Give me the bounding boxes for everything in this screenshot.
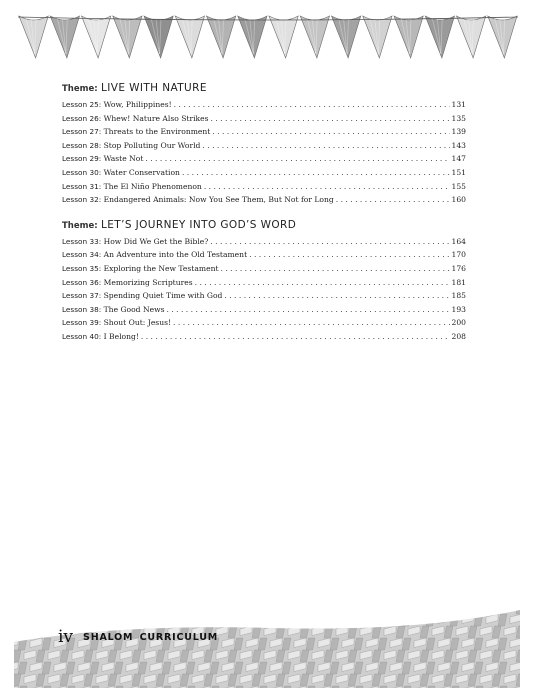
toc-row[interactable] — [62, 168, 466, 182]
weave-strand — [228, 602, 237, 614]
bunting-flag — [394, 16, 423, 58]
bunting-flag — [82, 16, 111, 58]
dot-leader — [141, 332, 450, 341]
toc-row[interactable] — [62, 264, 466, 278]
bunting-flag — [175, 16, 204, 58]
weave-strand — [216, 602, 228, 612]
weave-strand — [432, 602, 444, 612]
weave-strand — [366, 614, 378, 624]
dot-leader — [336, 195, 450, 204]
weave-strand — [156, 602, 165, 614]
weave-strand — [264, 602, 276, 612]
lesson-label — [62, 332, 139, 341]
weave-strand — [240, 602, 252, 612]
weave-strand — [390, 614, 402, 624]
weave-strand — [24, 602, 36, 612]
weave-strand — [492, 602, 501, 614]
weave-strand — [528, 602, 536, 612]
weave-strand — [372, 602, 381, 614]
theme-name: LET’S JOURNEY INTO GOD’S WORD — [100, 218, 297, 231]
page-footer — [58, 616, 218, 646]
lesson-number: Lesson 25: — [62, 100, 102, 109]
table-of-contents — [62, 82, 466, 356]
lesson-number: Lesson 40: — [62, 331, 102, 341]
lesson-title: Waste Not — [103, 154, 144, 164]
weave-strand — [60, 602, 69, 614]
bunting-flag — [425, 16, 454, 58]
weave-strand — [288, 602, 300, 612]
lesson-title: Wow, Philippines! — [103, 100, 172, 109]
lesson-label — [62, 182, 202, 191]
weave-strand — [396, 602, 405, 614]
lesson-list — [62, 100, 466, 209]
lesson-number: Lesson 26: — [62, 113, 102, 123]
toc-row[interactable] — [62, 141, 466, 155]
lesson-title: Memorizing Scriptures — [103, 277, 193, 287]
lesson-label — [62, 305, 165, 314]
weave-strand — [204, 602, 213, 614]
weave-strand — [0, 662, 3, 674]
theme-section-nature — [62, 82, 466, 209]
curriculum-name — [83, 628, 218, 646]
weave-strand — [378, 614, 387, 626]
toc-row[interactable] — [62, 250, 466, 264]
toc-row[interactable] — [62, 291, 466, 305]
dot-leader — [195, 278, 450, 287]
bunting-flag — [207, 16, 236, 58]
bunting-flag — [332, 16, 361, 58]
curriculum-sub: CURRICULUM — [139, 632, 219, 643]
weave-strand — [0, 626, 12, 636]
weave-strand — [258, 614, 267, 626]
weave-strand — [330, 614, 339, 626]
theme-heading — [62, 82, 466, 96]
lesson-title: Stop Polluting Our World — [103, 140, 201, 150]
weave-strand — [0, 650, 12, 660]
page-number: 143 — [451, 140, 466, 150]
lesson-label — [62, 250, 247, 259]
bunting-flag — [19, 16, 48, 58]
lesson-label — [62, 318, 171, 327]
weave-strand — [180, 602, 189, 614]
toc-row[interactable] — [62, 332, 466, 346]
weave-strand — [72, 602, 84, 612]
weave-strand — [414, 614, 426, 624]
dot-leader — [174, 100, 450, 109]
bunting-flag — [50, 16, 79, 58]
lesson-label — [62, 237, 208, 246]
dot-leader — [212, 127, 449, 136]
page-number: 155 — [451, 181, 466, 191]
weave-strand — [306, 614, 315, 626]
lesson-title: Exploring the New Testament — [103, 263, 219, 273]
weave-strand — [132, 602, 141, 614]
bunting-flag — [113, 16, 142, 58]
weave-strand — [318, 614, 330, 624]
dot-leader — [204, 182, 450, 191]
dot-leader — [224, 291, 449, 300]
toc-row[interactable] — [62, 195, 466, 209]
weave-strand — [168, 602, 180, 612]
weave-strand — [312, 602, 324, 612]
lesson-list — [62, 237, 466, 346]
weave-strand — [294, 614, 306, 624]
curriculum-main: SHALOM — [83, 632, 134, 643]
bunting-flag — [300, 16, 329, 58]
weave-strand — [18, 614, 27, 626]
weave-strand — [420, 602, 429, 614]
weave-strand — [36, 602, 45, 614]
page-number: 170 — [451, 250, 466, 260]
weave-strand — [354, 614, 363, 626]
dot-leader — [182, 168, 450, 177]
page-number: 164 — [451, 236, 466, 246]
lesson-title: Spending Quiet Time with God — [103, 291, 223, 301]
lesson-title: Shout Out: Jesus! — [103, 318, 172, 328]
toc-row[interactable] — [62, 114, 466, 128]
weave-strand — [360, 602, 372, 612]
bunting-flag — [457, 16, 486, 58]
lesson-title: How Did We Get the Bible? — [103, 236, 209, 246]
lesson-label — [62, 264, 219, 273]
theme-section-gods-word — [62, 219, 466, 346]
dot-leader — [221, 264, 450, 273]
lesson-number: Lesson 37: — [62, 291, 102, 301]
weave-strand — [120, 602, 132, 612]
weave-strand — [384, 602, 396, 612]
weave-strand — [348, 602, 357, 614]
weave-strand — [144, 602, 156, 612]
weave-strand — [480, 602, 492, 612]
bunting-flag — [488, 16, 517, 58]
bunting-flags-graphic — [18, 14, 518, 60]
lesson-label — [62, 278, 193, 287]
weave-strand — [270, 614, 282, 624]
weave-strand — [48, 602, 60, 612]
lesson-number: Lesson 27: — [62, 127, 102, 137]
page-number: 160 — [451, 195, 466, 205]
toc-row[interactable] — [62, 182, 466, 196]
lesson-number: Lesson 39: — [62, 318, 102, 328]
lesson-number: Lesson 29: — [62, 154, 102, 164]
dot-leader — [249, 250, 449, 259]
lesson-number: Lesson 36: — [62, 277, 102, 287]
weave-strand — [528, 626, 536, 636]
weave-strand — [0, 602, 12, 612]
weave-strand — [468, 602, 477, 614]
weave-strand — [42, 614, 51, 626]
weave-strand — [522, 638, 531, 650]
weave-strand — [324, 602, 333, 614]
weave-strand — [24, 626, 36, 636]
weave-strand — [282, 614, 291, 626]
weave-strand — [246, 614, 258, 624]
weave-strand — [84, 602, 93, 614]
weave-strand — [192, 602, 204, 612]
weave-strand — [402, 614, 411, 626]
lesson-label — [62, 154, 143, 163]
weave-strand — [522, 662, 531, 674]
page-number: 200 — [451, 318, 466, 328]
lesson-number: Lesson 34: — [62, 250, 102, 260]
toc-row[interactable] — [62, 318, 466, 332]
weave-strand — [36, 626, 45, 638]
bunting-flag — [269, 16, 298, 58]
lesson-title: The El Niño Phenomenon — [103, 181, 202, 191]
weave-strand — [108, 602, 117, 614]
weave-strand — [12, 626, 21, 638]
bunting-decoration — [18, 14, 518, 60]
lesson-title: Whew! Nature Also Strikes — [103, 113, 209, 123]
lesson-label — [62, 141, 200, 150]
weave-strand — [444, 602, 453, 614]
page-number: 131 — [451, 100, 466, 109]
lesson-label — [62, 114, 209, 123]
lesson-label — [62, 127, 210, 136]
toc-row[interactable] — [62, 278, 466, 292]
theme-prefix: Theme: — [62, 220, 98, 231]
weave-strand — [0, 674, 12, 684]
page-number: 151 — [451, 167, 466, 177]
weave-strand — [222, 614, 234, 624]
lesson-title: Water Conservation — [103, 167, 180, 177]
dot-leader — [210, 237, 449, 246]
lesson-number: Lesson 31: — [62, 181, 102, 191]
page-number: 135 — [451, 113, 466, 123]
theme-heading — [62, 219, 466, 233]
weave-strand — [300, 602, 309, 614]
weave-strand — [252, 602, 261, 614]
weave-strand — [0, 638, 3, 650]
page-number: 139 — [451, 127, 466, 137]
toc-row[interactable] — [62, 127, 466, 141]
lesson-title: I Belong! — [103, 331, 139, 341]
page-number: 208 — [451, 331, 466, 341]
weave-strand — [96, 602, 108, 612]
weave-strand — [0, 614, 3, 626]
lesson-number: Lesson 28: — [62, 140, 102, 150]
lesson-title: An Adventure into the Old Testament — [103, 250, 248, 260]
dot-leader — [202, 141, 449, 150]
lesson-title: Threats to the Environment — [103, 127, 211, 137]
lesson-label — [62, 100, 172, 109]
bunting-flag — [238, 16, 267, 58]
toc-row[interactable] — [62, 100, 466, 114]
weave-strand — [12, 602, 21, 614]
weave-strand — [516, 602, 525, 614]
toc-row[interactable] — [62, 237, 466, 251]
weave-strand — [30, 614, 42, 624]
weave-strand — [522, 614, 531, 626]
dot-leader — [145, 154, 449, 163]
page-number: 185 — [451, 291, 466, 301]
toc-row[interactable] — [62, 305, 466, 319]
bunting-flag — [144, 16, 173, 58]
lesson-label — [62, 291, 222, 300]
page-number: 193 — [451, 304, 466, 314]
weave-strand — [342, 614, 354, 624]
lesson-label — [62, 168, 180, 177]
weave-strand — [408, 602, 420, 612]
weave-strand — [528, 650, 536, 660]
weave-strand — [276, 602, 285, 614]
weave-strand — [6, 614, 18, 624]
dot-leader — [167, 305, 450, 314]
weave-strand — [528, 674, 536, 684]
lesson-number: Lesson 33: — [62, 236, 102, 246]
page-number: 181 — [451, 277, 466, 287]
lesson-number: Lesson 35: — [62, 263, 102, 273]
dot-leader — [211, 114, 450, 123]
lesson-title: Endangered Animals: Now You See Them, But Not for Long — [103, 195, 334, 205]
page-folio: iv — [58, 627, 74, 647]
lesson-label — [62, 195, 334, 204]
lesson-number: Lesson 38: — [62, 304, 102, 314]
weave-strand — [504, 602, 516, 612]
theme-name: LIVE WITH NATURE — [100, 82, 207, 94]
weave-strand — [234, 614, 243, 626]
lesson-number: Lesson 32: — [62, 195, 102, 205]
weave-strand — [336, 602, 348, 612]
lesson-number: Lesson 30: — [62, 167, 102, 177]
dot-leader — [173, 318, 449, 327]
lesson-title: The Good News — [103, 304, 165, 314]
page-number: 176 — [451, 263, 466, 273]
theme-prefix: Theme: — [62, 84, 98, 94]
weave-strand — [456, 602, 468, 612]
page-number: 147 — [451, 154, 466, 164]
bunting-flag — [363, 16, 392, 58]
toc-row[interactable] — [62, 154, 466, 168]
